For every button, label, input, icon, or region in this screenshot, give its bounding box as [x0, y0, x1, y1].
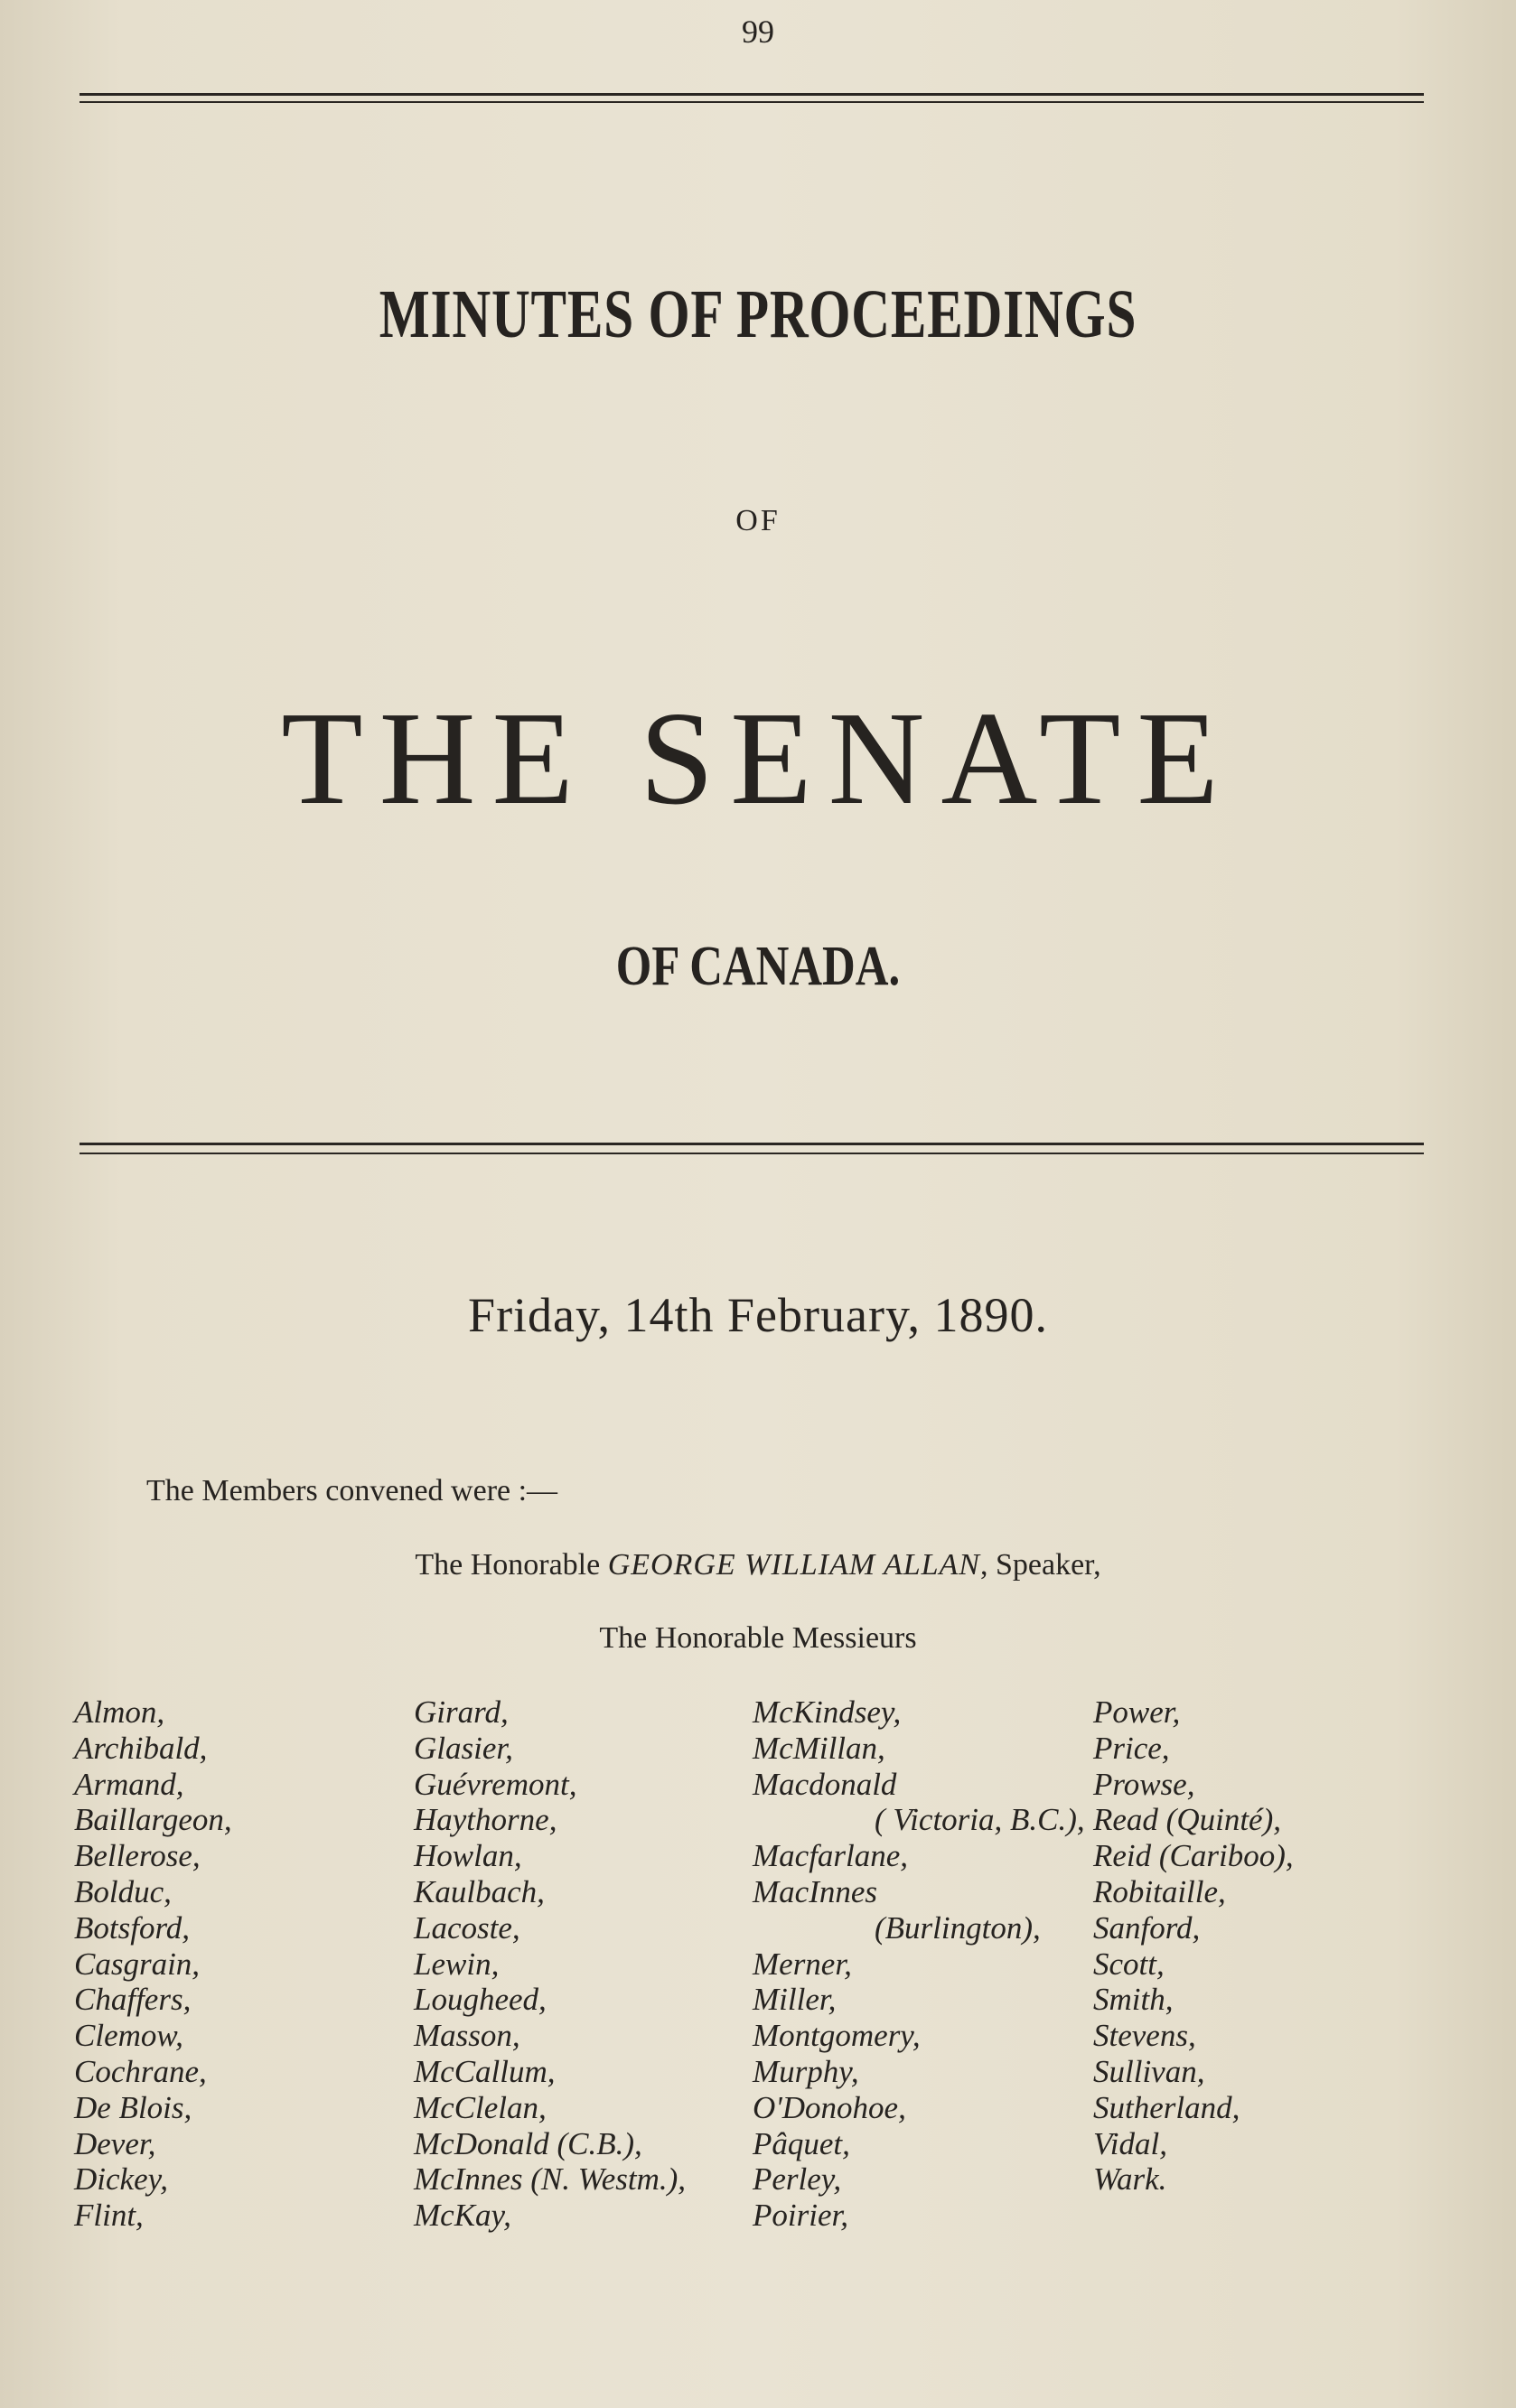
members-column-2	[414, 1694, 686, 2234]
member-name: Bolduc,	[74, 1873, 172, 1909]
member-name: Macdonald	[753, 1766, 897, 1802]
member-name: Baillargeon,	[74, 1802, 232, 1838]
member-name: Wark.	[1093, 2161, 1167, 2198]
members-column-3	[753, 1694, 1085, 2234]
member-name: Smith,	[1093, 1982, 1174, 2018]
speaker-name: GEORGE WILLIAM ALLAN	[607, 1548, 980, 1582]
member-name: McInnes (N. Westm.),	[414, 2161, 687, 2198]
member-name: Flint,	[74, 2198, 144, 2234]
member-name: Scott,	[1093, 1946, 1165, 1982]
member-name: Archibald,	[74, 1730, 208, 1766]
member-name: McClelan,	[414, 2089, 547, 2125]
member-name: Dever,	[74, 2125, 156, 2161]
member-name: Robitaille,	[1093, 1873, 1226, 1909]
member-name: Price,	[1093, 1730, 1170, 1766]
members-column-1	[74, 1694, 232, 2234]
member-name: Read (Quinté),	[1093, 1802, 1281, 1838]
title-of-canada: OF CANADA.	[615, 936, 901, 997]
member-name: Vidal,	[1093, 2125, 1167, 2161]
member-name: Reid (Cariboo),	[1093, 1838, 1294, 1874]
member-name: Murphy,	[753, 2053, 859, 2089]
member-name: Clemow,	[74, 2018, 183, 2054]
member-name: Howlan,	[414, 1838, 522, 1874]
page-number: 99	[742, 14, 774, 50]
member-name: Girard,	[414, 1694, 509, 1730]
speaker-suffix: , Speaker,	[979, 1548, 1101, 1582]
member-name: Almon,	[74, 1694, 165, 1730]
member-name: Armand,	[74, 1766, 184, 1802]
member-name: McMillan,	[753, 1730, 885, 1766]
title-minutes-of-proceedings: MINUTES OF PROCEEDINGS	[379, 276, 1137, 352]
member-name: Miller,	[753, 1982, 837, 2018]
member-name: McKay,	[414, 2198, 511, 2234]
member-name: Stevens,	[1093, 2018, 1196, 2054]
title-the-senate: THE SENATE	[281, 685, 1235, 833]
member-name: Merner,	[753, 1946, 852, 1982]
member-name: Glasier,	[414, 1730, 513, 1766]
member-name-continuation: (Burlington),	[875, 1909, 1041, 1946]
member-name: McDonald (C.B.),	[414, 2125, 642, 2161]
member-name: Dickey,	[74, 2161, 168, 2198]
member-name: O'Donohoe,	[753, 2089, 906, 2125]
member-name: Kaulbach,	[414, 1873, 545, 1909]
member-name-continuation: ( Victoria, B.C.),	[875, 1802, 1085, 1838]
members-convened-intro: The Members convened were :—	[146, 1474, 558, 1507]
title-of: OF	[735, 504, 781, 537]
member-name: Lougheed,	[414, 1982, 547, 2018]
member-name: Haythorne,	[414, 1802, 557, 1838]
middle-rule	[80, 1143, 1424, 1145]
top-rule-inner	[80, 101, 1424, 103]
member-name: Lacoste,	[414, 1909, 520, 1946]
member-name: Prowse,	[1093, 1766, 1195, 1802]
member-name: MacInnes	[753, 1873, 878, 1909]
member-name: Pâquet,	[753, 2125, 850, 2161]
speaker-line	[0, 1548, 1516, 1582]
speaker-prefix: The Honorable	[415, 1548, 601, 1582]
member-name: Sanford,	[1093, 1909, 1201, 1946]
member-name: Sutherland,	[1093, 2089, 1240, 2125]
sitting-date: Friday, 14th February, 1890.	[468, 1288, 1048, 1342]
messieurs-heading: The Honorable Messieurs	[599, 1621, 917, 1655]
middle-rule-inner	[80, 1153, 1424, 1154]
member-name: Perley,	[753, 2161, 842, 2198]
member-name: Guévremont,	[414, 1766, 577, 1802]
member-name: McKindsey,	[753, 1694, 902, 1730]
member-name: McCallum,	[414, 2053, 556, 2089]
member-name: Macfarlane,	[753, 1838, 909, 1874]
member-name: Lewin,	[414, 1946, 500, 1982]
member-name: Cochrane,	[74, 2053, 207, 2089]
member-name: Bellerose,	[74, 1838, 201, 1874]
member-name: Botsford,	[74, 1909, 191, 1946]
member-name: De Blois,	[74, 2089, 192, 2125]
member-name: Chaffers,	[74, 1982, 192, 2018]
member-name: Sullivan,	[1093, 2053, 1205, 2089]
member-name: Montgomery,	[753, 2018, 921, 2054]
member-name: Masson,	[414, 2018, 520, 2054]
member-name: Casgrain,	[74, 1946, 201, 1982]
member-name: Poirier,	[753, 2198, 848, 2234]
member-name: Power,	[1093, 1694, 1181, 1730]
members-column-4	[1093, 1694, 1294, 2198]
top-rule	[80, 93, 1424, 96]
